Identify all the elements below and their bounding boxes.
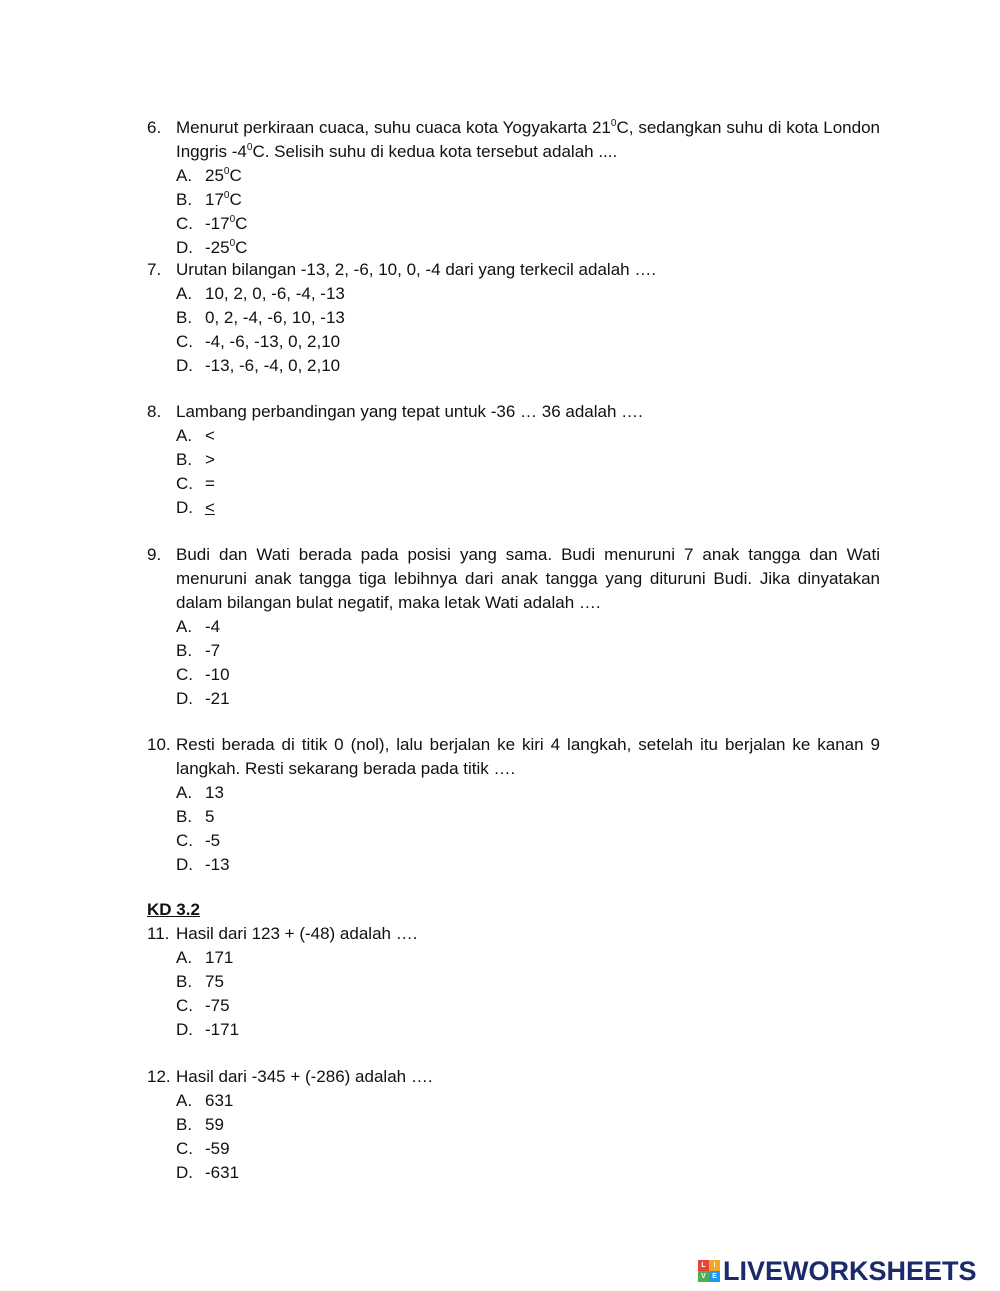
option-c[interactable]: C. $-17^0C$ [176, 214, 248, 233]
option-c[interactable]: C. = [176, 474, 215, 493]
option-a[interactable]: A. -4 [176, 617, 221, 636]
logo-mark-icon [698, 1260, 720, 1282]
option-c[interactable]: C. -10 [176, 665, 230, 684]
option-a[interactable]: A. 13 [176, 783, 224, 802]
option-b[interactable]: B. > [176, 450, 215, 469]
option-d[interactable]: D. -13, -6, -4, 0, 2,10 [176, 356, 341, 375]
question-9 [147, 543, 880, 711]
question-number: 6. [147, 118, 162, 137]
logo-mark-v: V [698, 1271, 709, 1282]
question-10 [147, 733, 880, 877]
question-stem: Menurut perkiraan cuaca, suhu cuaca kota Yogyakarta $21^0C$, sedangkan suhu di kota London Inggris $-4^0C$. Selisih suhu di kedua kota tersebut adalah .... [176, 118, 880, 161]
question-number: 10. [147, 735, 171, 754]
logo-text: LIVEWORKSHEETS [723, 1255, 977, 1286]
option-d[interactable]: D. $-25^0C$ [176, 238, 248, 257]
option-b[interactable]: B. 59 [176, 1115, 224, 1134]
option-c[interactable]: C. -59 [176, 1139, 230, 1158]
option-a[interactable]: A. 171 [176, 948, 234, 967]
liveworksheets-logo[interactable] [698, 1256, 977, 1286]
section-heading: KD 3.2 [147, 900, 200, 919]
option-d[interactable]: D. -171 [176, 1020, 240, 1039]
question-stem: Resti berada di titik 0 (nol), lalu berjalan ke kiri 4 langkah, setelah itu berjalan ke kanan 9 langkah. Resti sekarang berada pada titik …. [176, 735, 880, 778]
option-d[interactable]: D. -13 [176, 855, 230, 874]
question-number: 12. [147, 1067, 171, 1086]
question-stem: Hasil dari 123 + (-48) adalah …. [176, 924, 418, 943]
option-d[interactable]: D. -21 [176, 689, 230, 708]
question-8 [147, 400, 880, 520]
question-7 [147, 258, 880, 378]
question-stem: Budi dan Wati berada pada posisi yang sama. Budi menuruni 7 anak tangga dan Wati menuruni anak tangga tiga lebihnya dari anak tangga yang dituruni Budi. Jika dinyatakan dalam bilangan bulat negatif, maka letak Wati adalah …. [176, 545, 880, 612]
question-6 [147, 116, 880, 260]
question-stem: Lambang perbandingan yang tepat untuk -36 … 36 adalah …. [176, 402, 643, 421]
question-number: 7. [147, 260, 162, 279]
question-12 [147, 1065, 880, 1185]
option-b[interactable]: B. $17^0C$ [176, 190, 242, 209]
option-c[interactable]: C. -75 [176, 996, 230, 1015]
question-stem: Urutan bilangan -13, 2, -6, 10, 0, -4 dari yang terkecil adalah …. [176, 260, 657, 279]
question-number: 8. [147, 402, 162, 421]
option-d[interactable]: D. -631 [176, 1163, 240, 1182]
question-number: 11. [147, 924, 170, 943]
logo-mark-i: I [709, 1260, 720, 1271]
option-c[interactable]: C. -4, -6, -13, 0, 2,10 [176, 332, 341, 351]
option-c[interactable]: C. -5 [176, 831, 221, 850]
option-b[interactable]: B. 0, 2, -4, -6, 10, -13 [176, 308, 345, 327]
option-a[interactable]: A. 10, 2, 0, -6, -4, -13 [176, 284, 345, 303]
question-stem: Hasil dari -345 + (-286) adalah …. [176, 1067, 433, 1086]
option-a[interactable]: A. $25^0C$ [176, 166, 242, 185]
option-b[interactable]: B. 75 [176, 972, 224, 991]
option-b[interactable]: B. -7 [176, 641, 221, 660]
question-11 [147, 922, 880, 1042]
option-a[interactable]: A. < [176, 426, 215, 445]
option-a[interactable]: A. 631 [176, 1091, 234, 1110]
option-b[interactable]: B. 5 [176, 807, 215, 826]
logo-mark-e: E [709, 1271, 720, 1282]
option-d[interactable]: D. < [176, 498, 215, 517]
logo-mark-l: L [698, 1260, 709, 1271]
question-number: 9. [147, 545, 162, 564]
